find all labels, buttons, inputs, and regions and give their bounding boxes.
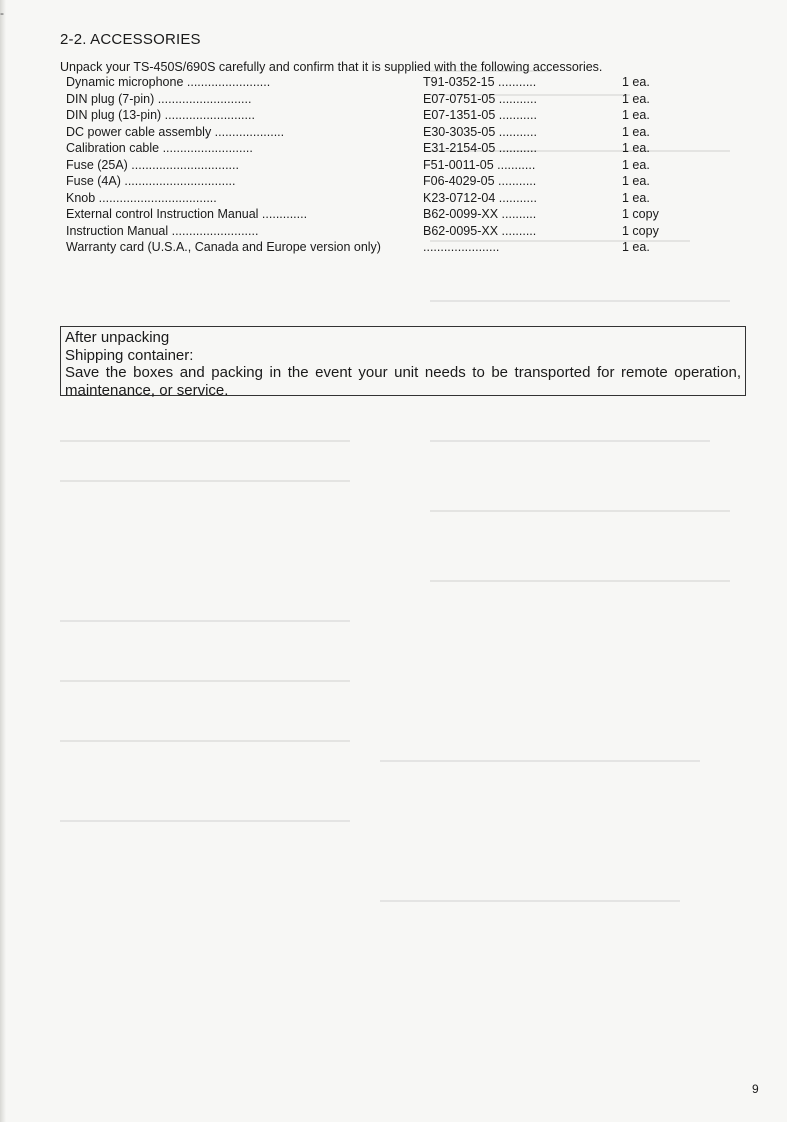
accessory-row [66, 239, 666, 256]
accessory-quantity: 1 copy [622, 207, 659, 221]
page-number: 9 [752, 1082, 759, 1096]
accessory-row [66, 74, 666, 91]
accessory-name: External control Instruction Manual ............. [66, 207, 308, 221]
section-intro: Unpack your TS-450S/690S carefully and confirm that it is supplied with the following accessories. [60, 60, 603, 74]
accessory-row [66, 157, 666, 174]
accessory-part-number: B62-0095-XX .......... [423, 223, 537, 238]
accessory-quantity: 1 ea. [622, 240, 650, 254]
accessory-name: DIN plug (7-pin) ........................... [66, 91, 252, 106]
accessory-part-number: E30-3035-05 ........... [423, 124, 537, 139]
accessory-row [66, 140, 666, 157]
notice-body: Save the boxes and packing in the event your unit needs to be transported for remote operation, maintenance, or service. [65, 364, 741, 399]
accessory-row [66, 124, 666, 141]
accessory-name: Dynamic microphone ........................ [66, 75, 271, 89]
accessory-part-number: E07-1351-05 ........... [423, 108, 537, 122]
accessory-name: DIN plug (13-pin) .......................... [66, 108, 255, 122]
page-mark: - [0, 6, 4, 20]
section-title: 2-2. ACCESSORIES [60, 31, 201, 48]
accessory-quantity: 1 ea. [622, 157, 650, 172]
page-edge [0, 0, 6, 1122]
accessory-name: Fuse (4A) ................................ [66, 174, 236, 188]
accessory-part-number: E31-2154-05 ........... [423, 141, 537, 155]
accessory-row [66, 206, 666, 223]
accessory-row [66, 223, 666, 240]
accessory-quantity: 1 ea. [622, 75, 650, 89]
accessory-quantity: 1 ea. [622, 91, 650, 106]
accessory-row [66, 107, 666, 124]
accessory-quantity: 1 ea. [622, 190, 650, 205]
accessory-name: Warranty card (U.S.A., Canada and Europe version only) [66, 240, 381, 254]
accessories-list [66, 74, 666, 256]
after-unpacking-notice [60, 326, 746, 399]
accessory-row [66, 91, 666, 108]
accessory-name: Calibration cable .......................... [66, 141, 253, 155]
bleed-through-shadow-left [60, 420, 360, 920]
accessory-quantity: 1 ea. [622, 108, 650, 122]
accessory-row [66, 190, 666, 207]
accessory-part-number: E07-0751-05 ........... [423, 91, 537, 106]
accessory-part-number: B62-0099-XX .......... [423, 207, 537, 221]
accessory-part-number: K23-0712-04 ........... [423, 190, 537, 205]
accessory-name: Fuse (25A) ............................... [66, 157, 239, 172]
accessory-row [66, 173, 666, 190]
accessory-name: DC power cable assembly .................... [66, 124, 285, 139]
notice-heading: After unpacking [65, 329, 170, 346]
accessory-name: Knob .................................. [66, 190, 217, 205]
accessory-part-number: F06-4029-05 ........... [423, 174, 537, 188]
accessory-quantity: 1 ea. [622, 124, 650, 139]
accessory-part-number: F51-0011-05 ........... [423, 157, 536, 172]
accessory-quantity: 1 ea. [622, 141, 650, 155]
accessory-part-number: ...................... [423, 240, 500, 254]
notice-subheading: Shipping container: [65, 346, 194, 364]
accessory-quantity: 1 copy [622, 223, 659, 238]
accessory-part-number: T91-0352-15 ........... [423, 75, 537, 89]
accessory-name: Instruction Manual ......................... [66, 223, 259, 238]
accessory-quantity: 1 ea. [622, 174, 650, 188]
